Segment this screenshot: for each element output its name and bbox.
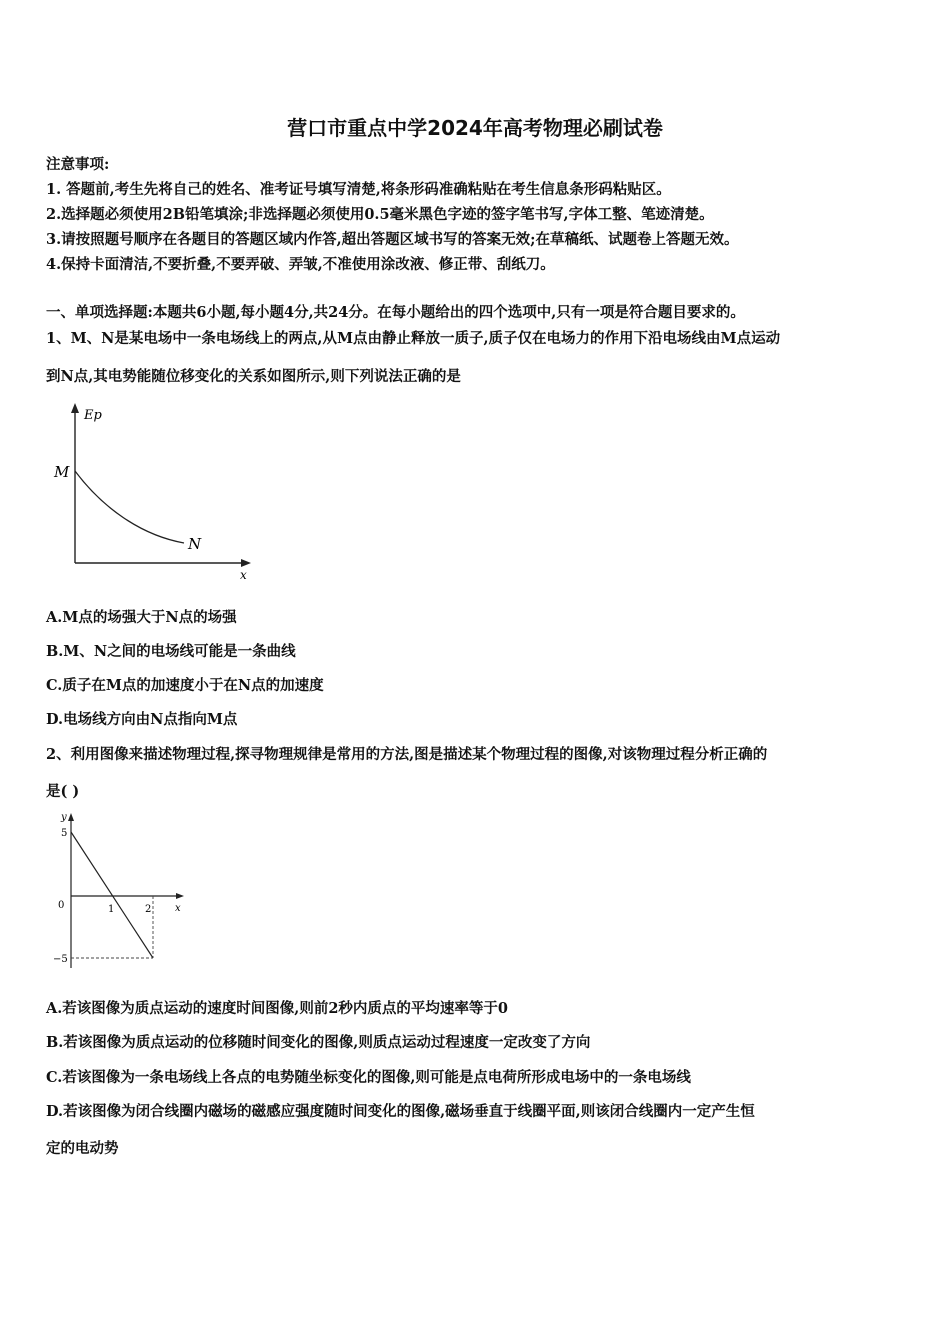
q1-option-c: C.质子在M点的加速度小于在N点的加速度: [46, 677, 324, 694]
note-item-4: 4.保持卡面清洁,不要折叠,不要弄破、弄皱,不准使用涂改液、修正带、刮纸刀。: [46, 256, 555, 273]
q1-y-label: Ep: [84, 408, 102, 423]
q2-stem-line1: 2、利用图像来描述物理过程,探寻物理规律是常用的方法,图是描述某个物理过程的图像,对该物理过程分析正确的: [46, 746, 768, 763]
q1-stem-line1: 1、M、N是某电场中一条电场线上的两点,从M点由静止释放一质子,质子仅在电场力的作用下沿电场线由M点运动: [46, 330, 781, 347]
q2-x-arrow: [176, 893, 184, 899]
note-item-1: 1. 答题前,考生先将自己的姓名、准考证号填写清楚,将条形码准确粘贴在考生信息条形码粘贴区。: [46, 181, 671, 198]
q2-option-c: C.若该图像为一条电场线上各点的电势随坐标变化的图像,则可能是点电荷所形成电场中的一条电场线: [46, 1069, 691, 1086]
note-item-2: 2.选择题必须使用2B铅笔填涂;非选择题必须使用0.5毫米黑色字迹的签字笔书写,字体工整、笔迹清楚。: [46, 206, 714, 223]
q1-option-a: A.M点的场强大于N点的场强: [46, 609, 237, 626]
q2-x-label: x: [175, 903, 181, 914]
q2-option-d-continued: 定的电动势: [46, 1140, 119, 1157]
q1-figure: [44, 395, 264, 585]
note-item-3: 3.请按照题号顺序在各题目的答题区域内作答,超出答题区域书写的答案无效;在草稿纸、试题卷上答题无效。: [46, 231, 739, 248]
q2-y-arrow: [68, 813, 74, 821]
q2-y-min-label: −5: [53, 954, 68, 965]
q2-x-tick-1: 1: [108, 904, 115, 915]
q1-x-arrow: [241, 559, 251, 567]
q1-m-label: M: [54, 463, 70, 481]
q2-x-tick-2: 2: [145, 904, 152, 915]
q1-stem-line2: 到N点,其电势能随位移变化的关系如图所示,则下列说法正确的是: [46, 368, 461, 385]
q2-data-line: [71, 832, 153, 958]
q2-y-label: y: [61, 812, 67, 823]
q1-x-label: x: [240, 568, 247, 582]
page-title: 营口市重点中学2024年高考物理必刷试卷: [287, 116, 663, 140]
q2-option-b: B.若该图像为质点运动的位移随时间变化的图像,则质点运动过程速度一定改变了方向: [46, 1034, 591, 1051]
q2-origin-label: 0: [58, 900, 65, 911]
q2-option-a: A.若该图像为质点运动的速度时间图像,则前2秒内质点的平均速率等于0: [46, 1000, 509, 1017]
q2-y-max-label: 5: [61, 828, 68, 839]
section-heading: 一、单项选择题:本题共6小题,每小题4分,共24分。在每小题给出的四个选项中,只有一项是符合题目要求的。: [46, 304, 745, 321]
q2-figure: [44, 808, 194, 973]
q1-n-label: N: [188, 535, 202, 553]
q1-option-d: D.电场线方向由N点指向M点: [46, 711, 238, 728]
notes-heading: 注意事项:: [46, 156, 110, 173]
q1-y-arrow: [71, 403, 79, 413]
q2-stem-line2: 是( ): [46, 783, 80, 800]
q2-option-d: D.若该图像为闭合线圈内磁场的磁感应强度随时间变化的图像,磁场垂直于线圈平面,则该闭合线圈内一定产生恒: [46, 1103, 755, 1120]
q1-option-b: B.M、N之间的电场线可能是一条曲线: [46, 643, 296, 660]
q1-curve: [75, 471, 184, 543]
